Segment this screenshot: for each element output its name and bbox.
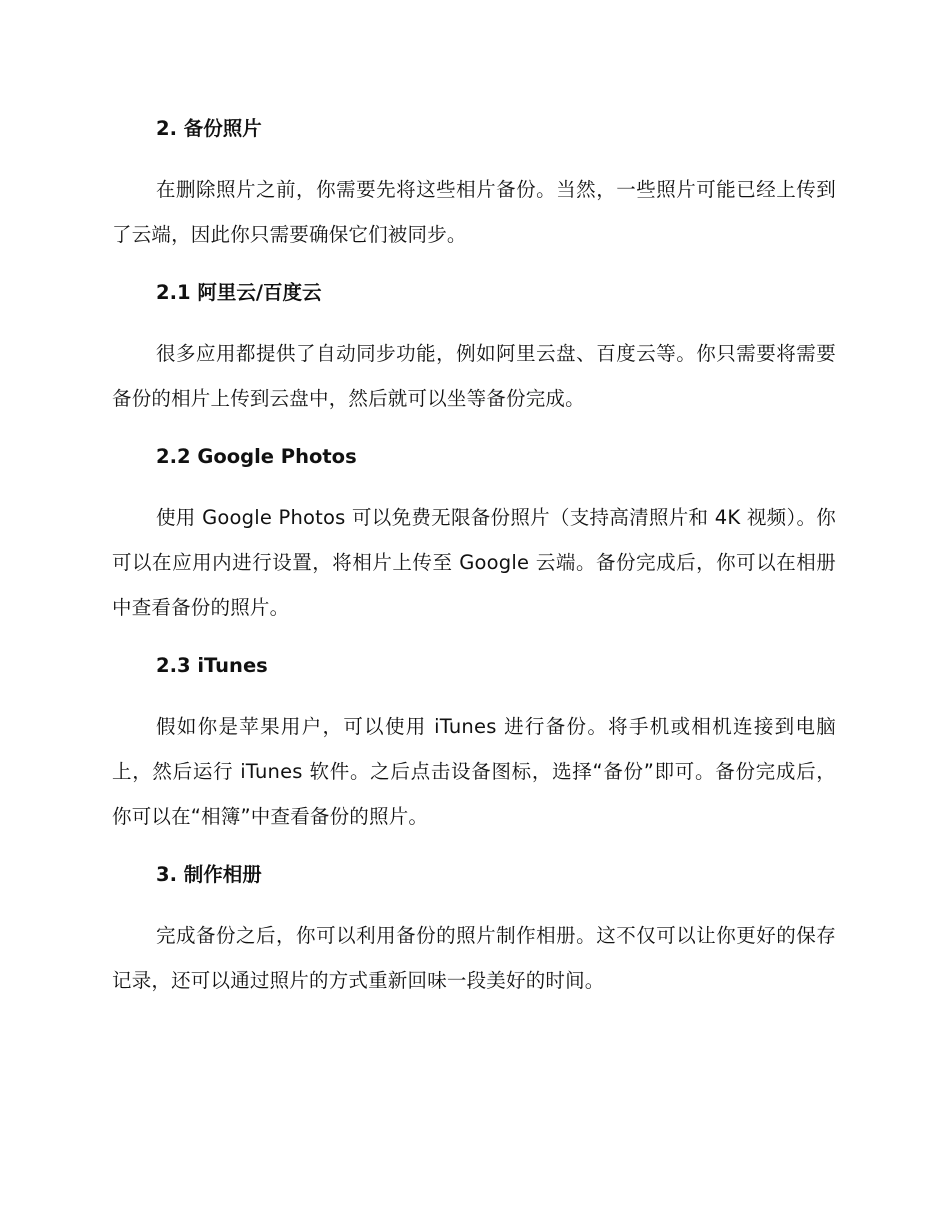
section-heading-backup-photos: 2. 备份照片 xyxy=(156,117,262,140)
section-paragraph-itunes: 假如你是苹果用户，可以使用 iTunes 进行备份。将手机或相机连接到电脑上，然后运行 iTunes 软件。之后点击设备图标，选择“备份”即可。备份完成后，你可以在“相簿”中查看备份的照片。 xyxy=(112,715,836,828)
section-heading-make-album: 3. 制作相册 xyxy=(156,863,262,886)
document-page xyxy=(112,112,836,1003)
section-paragraph-google-photos: 使用 Google Photos 可以免费无限备份照片（支持高清照片和 4K 视频）。你可以在应用内进行设置，将相片上传至 Google 云端。备份完成后，你可以在相册中查看备份的照片。 xyxy=(112,506,836,619)
section-paragraph-aliyun-baiduyun: 很多应用都提供了自动同步功能，例如阿里云盘、百度云等。你只需要将需要备份的相片上传到云盘中，然后就可以坐等备份完成。 xyxy=(112,342,836,410)
section-heading-google-photos: 2.2 Google Photos xyxy=(156,445,357,468)
section-paragraph-make-album: 完成备份之后，你可以利用备份的照片制作相册。这不仅可以让你更好的保存记录，还可以通过照片的方式重新回味一段美好的时间。 xyxy=(112,924,836,992)
section-heading-aliyun-baiduyun: 2.1 阿里云/百度云 xyxy=(156,281,322,304)
section-paragraph-backup-photos: 在删除照片之前，你需要先将这些相片备份。当然，一些照片可能已经上传到了云端，因此你只需要确保它们被同步。 xyxy=(112,178,836,246)
section-heading-itunes: 2.3 iTunes xyxy=(156,654,268,677)
